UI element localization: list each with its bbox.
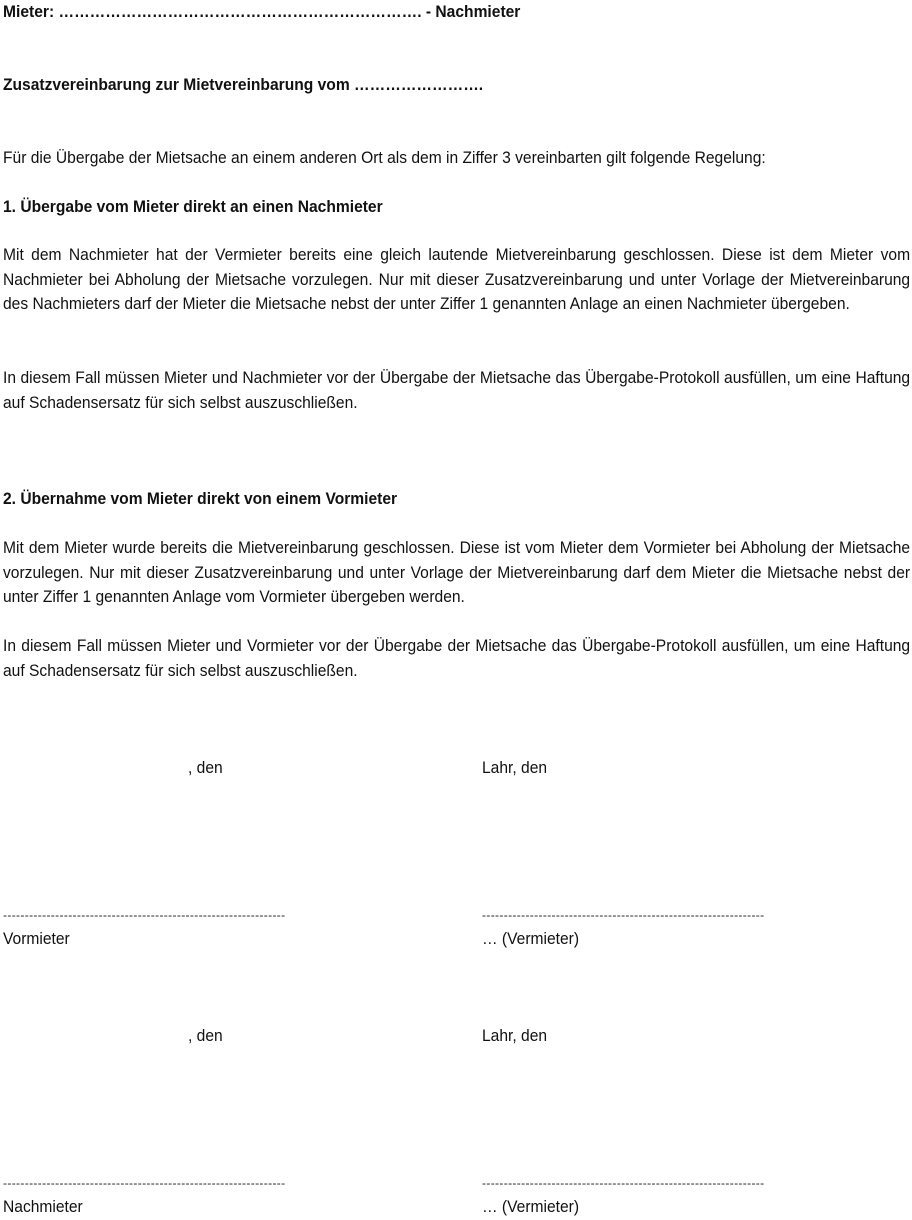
sig1-right-label: … (Vermieter)	[482, 929, 580, 948]
sig2-right-place: Lahr, den	[482, 1026, 548, 1045]
sig2-left-label: Nachmieter	[3, 1197, 83, 1216]
section2-paragraph2: In diesem Fall müssen Mieter und Vormieter vor der Übergabe der Mietsache das Übergabe-Protokoll ausfüllen, um eine Haftung auf Schadensersatz für sich selbst auszuschließen.	[3, 636, 911, 680]
section2-paragraph1: Mit dem Mieter wurde bereits die Mietvereinbarung geschlossen. Diese ist vom Mieter dem Vormieter bei Abholung der Mietsache vorzulegen. Nur mit dieser Zusatzvereinbarung und unter Vorlage der Mietvereinbarung darf dem Mieter die Mietsache nebst der unter Ziffer 1 genannten Anlage vom Vormieter übergeben werden.	[3, 538, 911, 606]
agreement-title: Zusatzvereinbarung zur Mietvereinbarung vom …………………….	[3, 75, 484, 94]
section1-paragraph1: Mit dem Nachmieter hat der Vermieter bereits eine gleich lautende Mietvereinbarung geschlossen. Diese ist dem Mieter vom Nachmieter bei Abholung der Mietsache vorzulegen. Nur mit dieser Zusatzvereinbarung und unter Vorlage der Mietvereinbarung des Nachmieters darf der Mieter die Mietsache nebst der unter Ziffer 1 genannten Anlage an einen Nachmieter übergeben.	[3, 245, 911, 313]
sig2-left-place: , den	[188, 1026, 223, 1045]
sig1-right-signature-line: -----------------------------------------------------------------	[482, 908, 765, 922]
sig2-right-label: … (Vermieter)	[482, 1197, 580, 1216]
sig2-left-signature-line: -----------------------------------------------------------------	[3, 1176, 286, 1190]
intro-text: Für die Übergabe der Mietsache an einem anderen Ort als dem in Ziffer 3 vereinbarten gilt folgende Regelung:	[3, 148, 766, 167]
sig1-left-signature-line: -----------------------------------------------------------------	[3, 908, 286, 922]
sig1-right-place: Lahr, den	[482, 758, 548, 777]
section1-heading: 1. Übergabe vom Mieter direkt an einen Nachmieter	[3, 197, 383, 216]
section2-heading: 2. Übernahme vom Mieter direkt von einem Vormieter	[3, 489, 398, 508]
sig2-right-signature-line: -----------------------------------------------------------------	[482, 1176, 765, 1190]
section1-paragraph2: In diesem Fall müssen Mieter und Nachmieter vor der Übergabe der Mietsache das Übergabe-Protokoll ausfüllen, um eine Haftung auf Schadensersatz für sich selbst auszuschließen.	[3, 368, 911, 412]
tenant-line: Mieter: ……………………………………………………………. - Nachmieter	[3, 2, 521, 21]
sig1-left-label: Vormieter	[3, 929, 70, 948]
sig1-left-place: , den	[188, 758, 223, 777]
